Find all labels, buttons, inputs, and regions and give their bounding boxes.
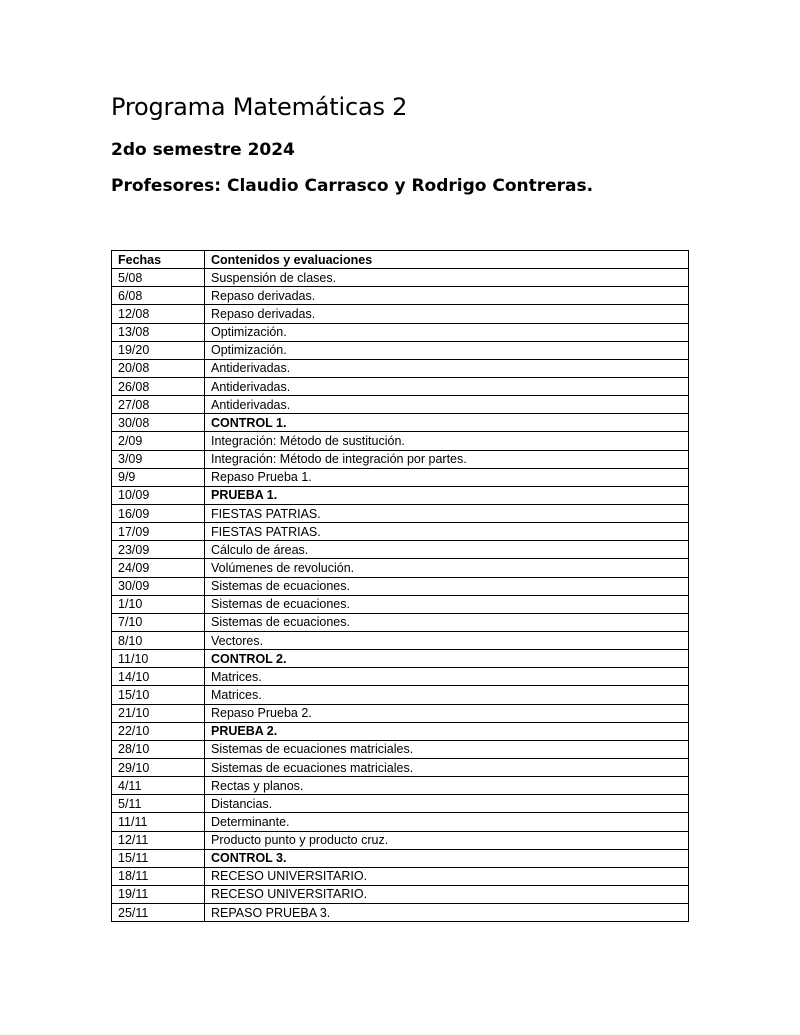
row-content: PRUEBA 1. [205,486,689,504]
row-date: 19/20 [112,341,205,359]
row-date: 23/09 [112,541,205,559]
row-date: 8/10 [112,631,205,649]
row-content: Matrices. [205,686,689,704]
table-row [112,341,689,359]
row-date: 29/10 [112,758,205,776]
row-date: 28/10 [112,740,205,758]
row-content: RECESO UNIVERSITARIO. [205,867,689,885]
row-date: 18/11 [112,867,205,885]
table-row [112,650,689,668]
schedule-table [111,250,689,922]
table-header-row [112,251,689,269]
table-row [112,613,689,631]
row-date: 17/09 [112,523,205,541]
row-content: Repaso Prueba 1. [205,468,689,486]
row-date: 25/11 [112,904,205,922]
table-row [112,885,689,903]
row-content: Integración: Método de sustitución. [205,432,689,450]
table-row [112,287,689,305]
table-row [112,559,689,577]
table-row [112,595,689,613]
table-row [112,432,689,450]
row-content: Rectas y planos. [205,777,689,795]
row-content: PRUEBA 2. [205,722,689,740]
row-date: 20/08 [112,359,205,377]
header-dates: Fechas [112,251,205,269]
row-date: 12/08 [112,305,205,323]
row-content: Suspensión de clases. [205,269,689,287]
table-row [112,323,689,341]
table-row [112,450,689,468]
row-content: Matrices. [205,668,689,686]
table-row [112,758,689,776]
row-content: Optimización. [205,341,689,359]
row-date: 3/09 [112,450,205,468]
row-date: 4/11 [112,777,205,795]
row-content: Sistemas de ecuaciones. [205,577,689,595]
row-content: REPASO PRUEBA 3. [205,904,689,922]
row-date: 27/08 [112,396,205,414]
row-content: Sistemas de ecuaciones matriciales. [205,758,689,776]
table-row [112,504,689,522]
row-content: Determinante. [205,813,689,831]
table-row [112,740,689,758]
row-content: Sistemas de ecuaciones. [205,613,689,631]
table-row [112,777,689,795]
table-row [112,831,689,849]
table-row [112,813,689,831]
row-date: 15/10 [112,686,205,704]
row-content: Volúmenes de revolución. [205,559,689,577]
row-date: 12/11 [112,831,205,849]
row-date: 22/10 [112,722,205,740]
table-row [112,867,689,885]
row-content: Antiderivadas. [205,377,689,395]
row-date: 7/10 [112,613,205,631]
table-row [112,541,689,559]
row-date: 21/10 [112,704,205,722]
row-content: RECESO UNIVERSITARIO. [205,885,689,903]
row-date: 5/11 [112,795,205,813]
row-content: Producto punto y producto cruz. [205,831,689,849]
professors-subtitle: Profesores: Claudio Carrasco y Rodrigo Contreras. [111,176,594,196]
table-row [112,468,689,486]
table-row [112,377,689,395]
row-date: 16/09 [112,504,205,522]
table-row [112,631,689,649]
row-content: Repaso derivadas. [205,287,689,305]
table-row [112,795,689,813]
table-row [112,686,689,704]
row-content: Vectores. [205,631,689,649]
table-row [112,904,689,922]
row-content: Sistemas de ecuaciones. [205,595,689,613]
row-date: 1/10 [112,595,205,613]
row-content: CONTROL 3. [205,849,689,867]
semester-subtitle: 2do semestre 2024 [111,140,295,160]
row-date: 6/08 [112,287,205,305]
row-date: 11/11 [112,813,205,831]
row-content: Antiderivadas. [205,396,689,414]
table-row [112,269,689,287]
row-content: Integración: Método de integración por partes. [205,450,689,468]
row-content: CONTROL 2. [205,650,689,668]
row-date: 19/11 [112,885,205,903]
page-title: Programa Matemáticas 2 [111,93,408,121]
row-date: 24/09 [112,559,205,577]
table-row [112,359,689,377]
row-date: 13/08 [112,323,205,341]
table-row [112,523,689,541]
row-content: Cálculo de áreas. [205,541,689,559]
table-row [112,577,689,595]
row-content: FIESTAS PATRIAS. [205,523,689,541]
schedule-body [112,269,689,922]
table-row [112,722,689,740]
row-date: 9/9 [112,468,205,486]
row-date: 2/09 [112,432,205,450]
table-row [112,849,689,867]
row-content: Distancias. [205,795,689,813]
row-date: 10/09 [112,486,205,504]
row-content: FIESTAS PATRIAS. [205,504,689,522]
row-date: 14/10 [112,668,205,686]
row-content: Repaso Prueba 2. [205,704,689,722]
table-row [112,704,689,722]
row-date: 5/08 [112,269,205,287]
table-row [112,486,689,504]
row-content: Repaso derivadas. [205,305,689,323]
row-date: 11/10 [112,650,205,668]
header-contents: Contenidos y evaluaciones [205,251,689,269]
table-row [112,668,689,686]
row-content: Antiderivadas. [205,359,689,377]
table-row [112,305,689,323]
table-row [112,414,689,432]
row-content: Optimización. [205,323,689,341]
row-date: 15/11 [112,849,205,867]
table-row [112,396,689,414]
row-content: CONTROL 1. [205,414,689,432]
row-content: Sistemas de ecuaciones matriciales. [205,740,689,758]
row-date: 26/08 [112,377,205,395]
row-date: 30/08 [112,414,205,432]
row-date: 30/09 [112,577,205,595]
